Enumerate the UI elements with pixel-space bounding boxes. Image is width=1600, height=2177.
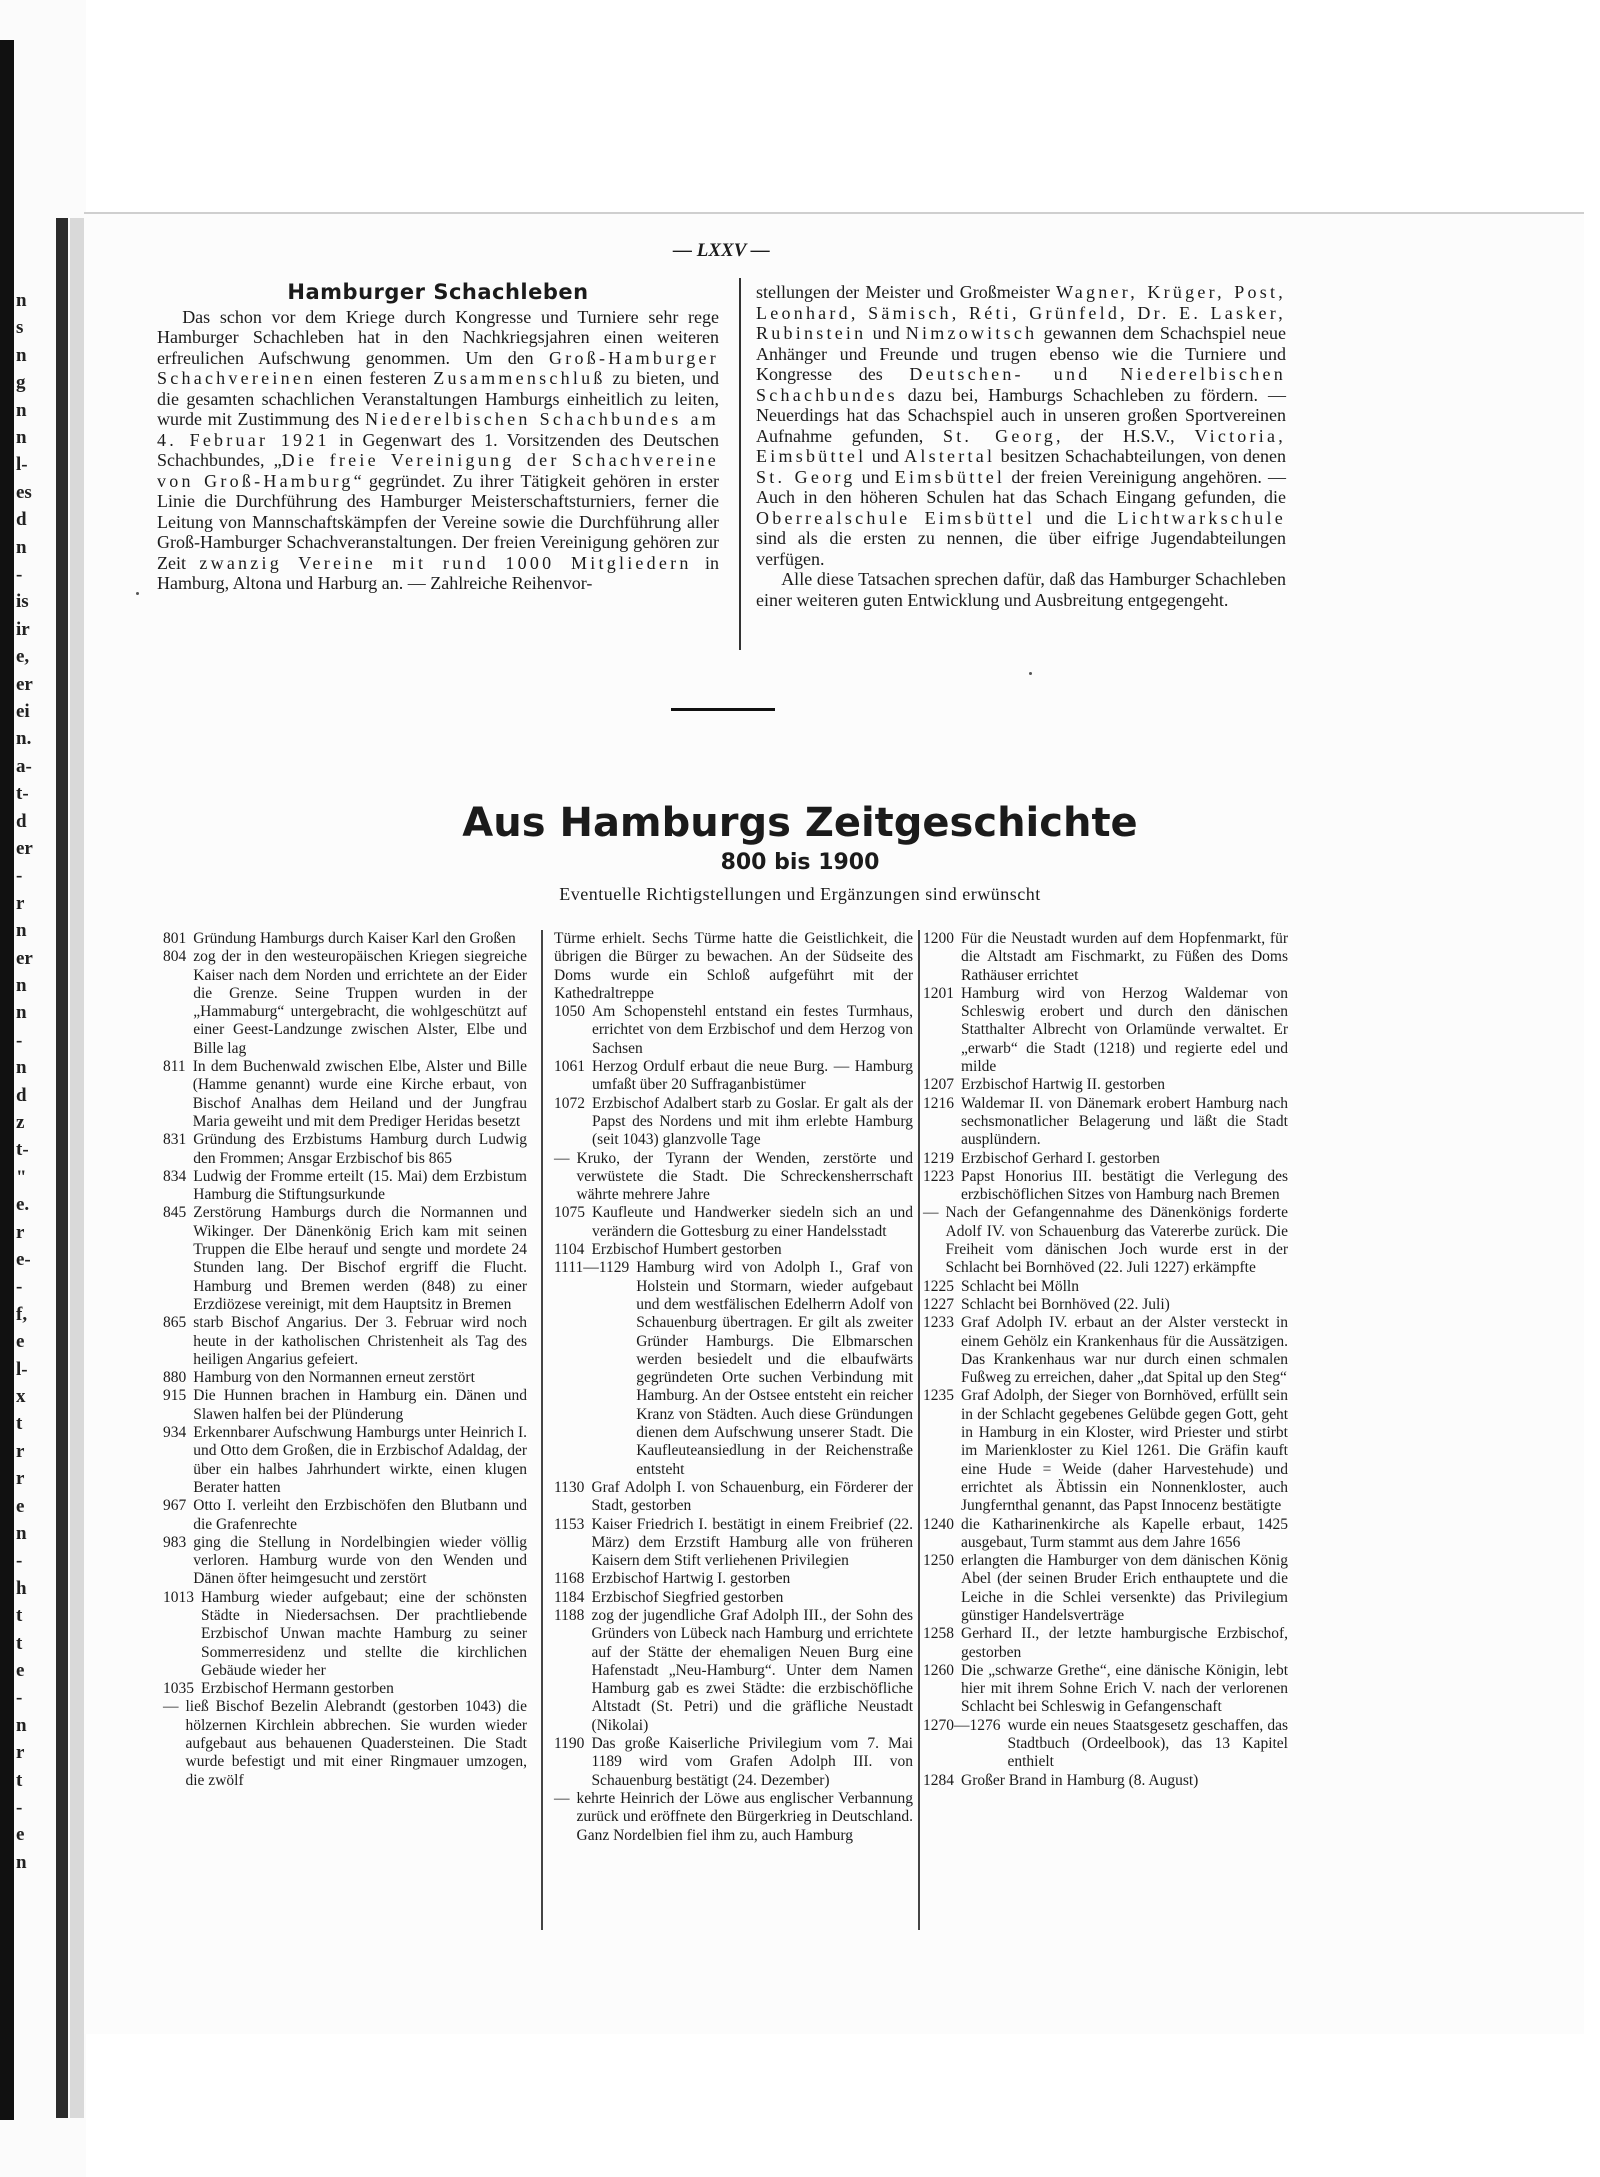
entry-text: Erzbischof Hartwig II. gestorben bbox=[961, 1076, 1166, 1094]
entry-text: ging die Stellung in Nordelbingien wieder völlig verloren. Hamburg wurde von den Wenden und Dänen öfter heimgesucht und zerstört bbox=[193, 1533, 527, 1588]
entry-text: Papst Honorius III. bestätigt die Verlegung des erzbischöflichen Sitzes von Hamburg nach Bremen bbox=[961, 1167, 1288, 1204]
entry-year: 1035 bbox=[163, 1680, 194, 1698]
entry-year: 1201 bbox=[923, 984, 954, 1002]
adjacent-page-fragment: er bbox=[16, 838, 33, 859]
adjacent-page-fragment: - bbox=[16, 564, 23, 585]
entry-text: Hamburg wird von Herzog Waldemar von Schleswig erobert und durch den dänischen Statthalter Albrecht von Orlamünde verwaltet. Er „erwarb“ die Stadt (1218) und regierte edel und milde bbox=[961, 984, 1288, 1076]
entry-text: Schlacht bei Mölln bbox=[961, 1277, 1079, 1295]
chronicle-entry bbox=[923, 1095, 1288, 1150]
entry-year: 1233 bbox=[923, 1314, 954, 1332]
entry-year: 1188 bbox=[554, 1606, 585, 1624]
spaced-emphasis-text: Oberrealschule Eimsbüttel bbox=[756, 507, 1036, 528]
entry-text: Erzbischof Siegfried gestorben bbox=[591, 1588, 784, 1606]
entry-text: Zerstörung Hamburgs durch die Normannen und Wikinger. Der Dänenkönig Erich kam mit seinen Truppen die Elbe herauf und sengte und mordete 24 Stunden lang. Der Bischof ergriff die Flucht. Hamburg und Bremen werden (848) zu einer Erzdiözese vereinigt, mit dem Hauptsitz in Bremen bbox=[193, 1204, 527, 1313]
entry-text: Hamburg von den Normannen erneut zerstört bbox=[193, 1369, 475, 1387]
entry-year: 865 bbox=[163, 1314, 187, 1332]
column-divider bbox=[918, 930, 920, 1930]
article-paragraph bbox=[756, 282, 1286, 569]
entry-year: — bbox=[554, 1789, 570, 1807]
adjacent-page-fragment: is bbox=[16, 591, 29, 613]
entry-year: 1111—1129 bbox=[554, 1259, 630, 1277]
paragraph-text: gewannen dem Schachspiel neue Anhänger und Freunde und trugen ebenso wie die Turniere und Kongresse des bbox=[756, 323, 1286, 384]
entry-text: Erzbischof Hermann gestorben bbox=[201, 1680, 394, 1698]
entry-year: — bbox=[163, 1698, 179, 1716]
adjacent-page-fragment: d bbox=[16, 810, 27, 832]
paragraph-text: und bbox=[866, 446, 905, 466]
adjacent-page-fragment: d bbox=[16, 509, 27, 531]
adjacent-page-fragment: t- bbox=[16, 783, 29, 805]
adjacent-page-fragment: n bbox=[16, 1523, 27, 1544]
entry-text: Großer Brand in Hamburg (8. August) bbox=[961, 1771, 1199, 1789]
adjacent-page-fragment: n bbox=[16, 1002, 27, 1024]
entry-text: In dem Buchenwald zwischen Elbe, Alster und Bille (Hamme genannt) wurde eine Kirche erbaut, von Bischof Analhas dem Heiland und der Jungfrau Maria geweiht und mit dem Prediger Heridas besetzt bbox=[192, 1058, 527, 1130]
entry-text: Kaufleute und Handwerker siedeln sich an und verändern die Gottesburg zu einer Handelsstadt bbox=[592, 1204, 913, 1240]
adjacent-page-fragment: e bbox=[16, 1331, 25, 1353]
chronicle-entry bbox=[923, 1168, 1288, 1205]
adjacent-page-fragment: er bbox=[16, 673, 33, 695]
entry-year: 1235 bbox=[923, 1387, 954, 1405]
entry-text: Graf Adolph, der Sieger von Bornhöved, erfüllt sein in der Schlacht gegebenes Gelübde gegen Gott, geht in Hamburg in ein Kloster, wird Priester und stirbt im Marienkloster zu Kiel 1261. Die Gräfin kauft eine Hude = Weide (daher Harvestehude) und errichtet als Äbtissin ein Nonnenkloster, auch Jungfernthal genannt, das Papst Innocenz bestätigte bbox=[961, 1387, 1288, 1515]
entry-text: Gerhard II., der letzte hamburgische Erzbischof, gestorben bbox=[961, 1625, 1288, 1661]
paragraph-text: “ gegründet. Zu ihrer Tätigkeit gehören in erster Linie die Durchführung des Hamburger Meisterschaftsturniers, ferner die Leitung von Mannschaftskämpfen der Vereine sowie die Durchführung aller Groß-Hamburger Schachveranstaltungen. Der freien Vereinigung gehören zur Zeit bbox=[157, 470, 719, 573]
spaced-emphasis-text: St. Georg bbox=[756, 466, 856, 487]
entry-text: Waldemar II. von Dänemark erobert Hamburg nach sechsmonatlicher Belagerung und läßt die Stadt ausplündern. bbox=[961, 1094, 1288, 1149]
entry-text: Kaiser Friedrich I. bestätigt in einem Freibrief (22. März) dem Erzstift Hamburg alle von früheren Kaisern dem Stift verliehenen Privilegien bbox=[591, 1515, 913, 1570]
entry-year: 967 bbox=[163, 1497, 187, 1515]
entry-text: Graf Adolph IV. erbaut an der Alster versteckt in einem Gehölz ein Krankenhaus für die Aussätzigen. Das Krankenhaus war nur durch einen schmalen Fußweg zu erreichen, daher „dat Spital up den Steg“ bbox=[961, 1314, 1288, 1387]
chronicle-entry bbox=[923, 1387, 1288, 1515]
entry-text: zog der jugendliche Graf Adolph III., der Sohn des Gründers von Lübeck nach Hamburg und errichtete auf der Stätte der ehemaligen Neuen Burg eine Hafenstadt „Neu-Hamburg“. Unter dem Namen Hamburg gab es zwei Städte: die erzbischöfliche Altstadt (St. Petri) und die gräfliche Neustadt (Nikolai) bbox=[591, 1606, 913, 1734]
entry-year: 845 bbox=[163, 1204, 187, 1222]
entry-text: Gründung des Erzbistums Hamburg durch Ludwig den Frommen; Ansgar Erzbischof bis 865 bbox=[193, 1131, 527, 1167]
entry-text: Schlacht bei Bornhöved (22. Juli) bbox=[961, 1295, 1170, 1313]
entry-year: 1130 bbox=[554, 1478, 585, 1496]
binding-edge bbox=[0, 40, 14, 2120]
chronicle-entry bbox=[923, 1772, 1288, 1790]
entry-text: Ludwig der Fromme erteilt (15. Mai) dem Erzbistum Hamburg die Stiftungsurkunde bbox=[193, 1167, 527, 1204]
spaced-emphasis-text: St. Georg bbox=[942, 425, 1057, 446]
spaced-emphasis-text: Victoria, Eimsbüttel bbox=[756, 425, 1286, 466]
chronicle-entry bbox=[923, 1717, 1288, 1772]
chronicle-entry bbox=[554, 1259, 913, 1479]
entry-text: Hamburg wieder aufgebaut; eine der schönsten Städte in Niedersachsen. Der prachtliebende Erzbischof Unwan machte Hamburg zu seiner Sommerresidenz und stellte die kirchlichen Gebäude wieder her bbox=[201, 1588, 527, 1679]
adjacent-page-fragment: n bbox=[16, 344, 27, 366]
spaced-emphasis-text: Nimzowitsch bbox=[905, 323, 1038, 343]
entry-text: zog der in den westeuropäischen Kriegen siegreiche Kaiser nach dem Norden und errichtete an der Eider die Grenze. Seine Truppen wurden in der „Hammaburg“ untergebracht, die wohlgeschützt auf einer Geest-Landzunge zwischen Alster, Elbe und Bille lag bbox=[193, 948, 527, 1057]
chronicle-entry bbox=[554, 1607, 913, 1735]
chronicle-entry bbox=[163, 1131, 527, 1168]
paragraph-text: und bbox=[866, 323, 906, 343]
chronicle-entry bbox=[163, 1424, 527, 1497]
chronicle-entry bbox=[163, 1314, 527, 1369]
entry-year: 1072 bbox=[554, 1094, 585, 1112]
adjacent-page-fragment: e bbox=[16, 1495, 25, 1517]
spaced-emphasis-text: Lichtwarkschule bbox=[1117, 507, 1286, 528]
scan-speck bbox=[136, 592, 139, 595]
entry-text: Hamburg wird von Adolph I., Graf von Holstein und Stormarn, wieder aufgebaut und dem westfälischen Edelherrn Adolf von Schauenburg übertragen. Er gilt als zweiter Gründer Hamburgs. Die Elbmarschen werden besiedelt und die elbaufwärts gegründeten Orte suchen Verbindung mit Hamburg. An der Ostsee entsteht ein reicher Kranz von Städten. Auch diese Gründungen dienen dem Aufschwung unserer Stadt. Die Kaufleuteansiedlung in der Reichenstraße entsteht bbox=[636, 1259, 913, 1478]
chronicle-entry bbox=[163, 948, 527, 1058]
entry-text: Erzbischof Humbert gestorben bbox=[591, 1241, 782, 1259]
adjacent-page-fragment: - bbox=[16, 1029, 23, 1051]
chronicle-title: Aus Hamburgs Zeitgeschichte bbox=[462, 800, 1138, 846]
chronicle-column-1 bbox=[163, 930, 527, 1790]
chronicle-entry bbox=[163, 930, 527, 948]
chronicle-entry bbox=[923, 1278, 1288, 1296]
adjacent-page-fragment: ei bbox=[16, 701, 30, 722]
entry-text: die Katharinenkirche als Kapelle erbaut, 1425 ausgebaut, Turm stammt aus dem Jahre 1656 bbox=[961, 1515, 1288, 1551]
spaced-emphasis-text: Deutschen- und Niederelbischen Schachbundes bbox=[756, 364, 1286, 405]
adjacent-page-fragment: es bbox=[16, 481, 32, 503]
chronicle-entry bbox=[554, 1790, 913, 1845]
chronicle-column-3 bbox=[923, 930, 1288, 1790]
paragraph-text: einen festeren bbox=[316, 368, 434, 388]
chronicle-entry bbox=[923, 1625, 1288, 1662]
entry-year: 1216 bbox=[923, 1094, 954, 1112]
entry-year: 1184 bbox=[554, 1588, 585, 1606]
entry-text: Türme erhielt. Sechs Türme hatte die Geistlichkeit, die übrigen die Bürger zu bewachen. An der Südseite des Doms wurde ein Schloß aufgeführt mit der Kathedraltreppe bbox=[554, 930, 913, 1002]
entry-year: 1190 bbox=[554, 1735, 585, 1753]
spaced-emphasis-text: Wagner, Krüger, Post, Leonhard, Sämisch, Réti, Grünfeld, Dr. E. Lasker, Rubinstein bbox=[756, 282, 1286, 343]
article-right-column bbox=[756, 282, 1286, 610]
chronicle-entry bbox=[923, 1662, 1288, 1717]
adjacent-page-fragment: n bbox=[16, 1714, 27, 1736]
chronicle-entry bbox=[923, 1150, 1288, 1168]
adjacent-page-fragment: er bbox=[16, 947, 33, 969]
paragraph-text: und die bbox=[1035, 507, 1118, 528]
entry-text: Nach der Gefangennahme des Dänenkönigs forderte Adolf IV. von Schauenburg das Vatererbe zurück. Die Freiheit vom dänischen Joch wurde erst in der Schlacht bei Bornhöved (22. Juli 1227) erkämpfte bbox=[945, 1204, 1288, 1277]
adjacent-page-fragment: - bbox=[16, 1687, 23, 1709]
chronicle-column-2 bbox=[554, 930, 913, 1845]
entry-year: 880 bbox=[163, 1369, 187, 1387]
adjacent-page-fragment: n bbox=[16, 536, 27, 558]
chronicle-entry bbox=[923, 930, 1288, 985]
entry-text: kehrte Heinrich der Löwe aus englischer Verbannung zurück und eröffnete den Bürgerkrieg in Deutschland. Ganz Nordelbien fiel ihm zu, auch Hamburg bbox=[576, 1789, 913, 1844]
adjacent-page-fragment: n. bbox=[16, 728, 32, 750]
adjacent-page-fragment: - bbox=[16, 1797, 23, 1818]
paragraph-text: sind als die ersten zu nennen, die über eifrige Jugendabteilungen verfügen. bbox=[756, 528, 1286, 569]
chronicle-entry bbox=[923, 1552, 1288, 1625]
entry-text: wurde ein neues Staatsgesetz geschaffen, das Stadtbuch (Ordeelbook), das 13 Kapitel enthielt bbox=[1007, 1716, 1288, 1771]
chronicle-entry bbox=[163, 1168, 527, 1205]
adjacent-page-fragment: - bbox=[16, 865, 23, 887]
entry-year: 1075 bbox=[554, 1204, 585, 1222]
entry-year: 1013 bbox=[163, 1588, 194, 1606]
paragraph-text: in Gegenwart des 1. Vorsitzenden des Deutschen Schachbundes, „ bbox=[157, 429, 720, 470]
entry-text: Gründung Hamburgs durch Kaiser Karl den Großen bbox=[193, 930, 516, 947]
chronicle-entry bbox=[163, 1058, 527, 1131]
entry-year: 1168 bbox=[554, 1570, 585, 1588]
entry-year: — bbox=[923, 1204, 939, 1222]
adjacent-page-fragment: n bbox=[16, 920, 27, 942]
entry-text: Die Hunnen brachen in Hamburg ein. Dänen und Slawen halfen bei der Plünderung bbox=[193, 1387, 527, 1423]
chronicle-entry bbox=[923, 1076, 1288, 1094]
entry-text: Erzbischof Hartwig I. gestorben bbox=[591, 1570, 791, 1588]
adjacent-page-fragment: s bbox=[16, 317, 24, 339]
adjacent-page-fragment: t- bbox=[16, 1139, 29, 1161]
entry-text: Herzog Ordulf erbaut die neue Burg. — Hamburg umfaßt über 20 Suffraganbistümer bbox=[592, 1058, 913, 1094]
chronicle-entry bbox=[554, 1589, 913, 1607]
adjacent-page-fragment: r bbox=[16, 1440, 25, 1462]
adjacent-page-fragment: " bbox=[16, 1166, 27, 1188]
adjacent-page-fragment: n bbox=[16, 290, 27, 311]
entry-year: 1250 bbox=[923, 1552, 954, 1570]
section-rule bbox=[671, 708, 775, 711]
entry-text: Die „schwarze Grethe“, eine dänische Königin, lebt hier mit ihrem Sohne Erich V. nach der verlorenen Schlacht bei Schleswig in Gefangenschaft bbox=[961, 1661, 1288, 1716]
chronicle-entry bbox=[163, 1387, 527, 1424]
entry-text: starb Bischof Angarius. Der 3. Februar wird noch heute in der katholischen Christenheit als Tag des heiligen Angarius gefeiert. bbox=[193, 1314, 527, 1368]
chronicle-entry bbox=[163, 1698, 527, 1789]
adjacent-page-fragment: n bbox=[16, 399, 27, 421]
entry-text: Erzbischof Adalbert starb zu Goslar. Er galt als der Papst des Nordens und mit ihm erlebte Hamburg (seit 1043) glanzvolle Tage bbox=[592, 1094, 913, 1149]
entry-text: Am Schopenstehl entstand ein festes Turmhaus, errichtet von dem Erzbischof und dem Herzog von Sachsen bbox=[592, 1003, 913, 1057]
column-divider bbox=[739, 278, 741, 650]
entry-year: 811 bbox=[163, 1058, 186, 1076]
entry-year: 1153 bbox=[554, 1515, 585, 1533]
entry-year: 1240 bbox=[923, 1515, 954, 1533]
article-heading: Hamburger Schachleben bbox=[287, 280, 589, 304]
page-gutter-edge bbox=[70, 218, 84, 2118]
entry-year: — bbox=[554, 1149, 570, 1167]
adjacent-page-fragment: r bbox=[16, 892, 25, 914]
adjacent-page-fragment: t bbox=[16, 1413, 23, 1435]
adjacent-page-fragment: e- bbox=[16, 1249, 31, 1270]
paragraph-text: stellungen der Meister und Großmeister bbox=[756, 282, 1056, 302]
entry-year: 934 bbox=[163, 1424, 187, 1442]
adjacent-page-fragment: ir bbox=[16, 618, 30, 640]
adjacent-page-fragment: n bbox=[16, 1057, 27, 1079]
adjacent-page-fragment: e, bbox=[16, 646, 30, 668]
spaced-emphasis-text: Die freie Vereinigung der Schachvereine von Groß-Hamburg bbox=[157, 450, 719, 491]
entry-year: 1050 bbox=[554, 1003, 585, 1021]
chronicle-entry bbox=[554, 1241, 913, 1259]
adjacent-page-fragment: e bbox=[16, 1660, 25, 1681]
chronicle-entry bbox=[554, 1479, 913, 1516]
entry-year: 1223 bbox=[923, 1167, 954, 1185]
chronicle-entry bbox=[554, 1150, 913, 1205]
chronicle-entry bbox=[554, 1204, 913, 1241]
article-paragraph bbox=[157, 307, 719, 594]
chronicle-entry bbox=[163, 1369, 527, 1387]
spaced-emphasis-text: Eimsbüttel bbox=[894, 466, 1006, 487]
chronicle-entry bbox=[554, 1095, 913, 1150]
chronicle-entry bbox=[163, 1589, 527, 1680]
adjacent-page-fragment: t bbox=[16, 1605, 23, 1627]
adjacent-page-fragment: g bbox=[16, 372, 26, 394]
entry-text: Erzbischof Gerhard I. gestorben bbox=[961, 1149, 1160, 1167]
entry-year: 831 bbox=[163, 1131, 187, 1149]
adjacent-page-fragment: l- bbox=[16, 1358, 28, 1380]
adjacent-page-fragment: - bbox=[16, 1276, 23, 1298]
chronicle-entry bbox=[923, 1296, 1288, 1314]
adjacent-page-fragment: e. bbox=[16, 1194, 30, 1216]
entry-text: Das große Kaiserliche Privilegium vom 7. Mai 1189 wird vom Grafen Adolph III. von Schauenburg bestätigt (24. Dezember) bbox=[591, 1735, 913, 1789]
chronicle-entry bbox=[163, 1534, 527, 1589]
chronicle-entry bbox=[554, 1570, 913, 1588]
article-closing-paragraph: Alle diese Tatsachen sprechen dafür, daß das Hamburger Schachleben einer weiteren guten Entwicklung und Ausbreitung entgegengeht. bbox=[756, 569, 1286, 610]
chronicle-entry bbox=[923, 1516, 1288, 1553]
entry-year: 834 bbox=[163, 1167, 187, 1185]
spaced-emphasis-text: Niederelbischen Schachbundes am 4. Februar 1921 bbox=[157, 409, 719, 450]
adjacent-page-fragment: a- bbox=[16, 755, 32, 777]
entry-text: erlangten die Hamburger von dem dänischen König Abel (der seinen Bruder Erich enthauptete und die Leiche in die Schlei versenkte) das Privilegium günstiger Handelsverträge bbox=[961, 1552, 1288, 1624]
chronicle-entry bbox=[923, 1204, 1288, 1277]
adjacent-page-fragment: d bbox=[16, 1084, 27, 1106]
entry-text: ließ Bischof Bezelin Alebrandt (gestorben 1043) die hölzernen Kirchlein abbrechen. Sie wurden wieder aufgebaut aus behauenen Quadersteinen. Die Stadt wurde befestigt und mit einer Ringmauer umzogen, die zwölf bbox=[185, 1698, 527, 1789]
entry-text: Erkennbarer Aufschwung Hamburgs unter Heinrich I. und Otto dem Großen, die in Erzbischof Adaldag, der über ein halbes Jahrhundert wirkte, einen klugen Berater hatten bbox=[193, 1424, 527, 1496]
entry-year: 983 bbox=[163, 1533, 187, 1551]
adjacent-page-fragment: z bbox=[16, 1112, 25, 1133]
chronicle-entry bbox=[554, 1735, 913, 1790]
chronicle-entry bbox=[923, 1314, 1288, 1387]
adjacent-page-fragment: t bbox=[16, 1769, 23, 1791]
adjacent-page-fragment: e bbox=[16, 1824, 25, 1846]
spaced-emphasis-text: zwanzig Vereine mit rund 1000 Mitgliedern bbox=[199, 552, 692, 573]
adjacent-page-fragment: r bbox=[16, 1468, 25, 1490]
adjacent-page-fragment: r bbox=[16, 1221, 25, 1243]
adjacent-page-fragment: - bbox=[16, 1550, 23, 1572]
entry-year: 1270—1276 bbox=[923, 1716, 1001, 1734]
entry-year: 1207 bbox=[923, 1076, 954, 1094]
entry-year: 801 bbox=[163, 930, 187, 947]
adjacent-page-fragment: n bbox=[16, 1851, 27, 1873]
paragraph-text: besitzen Schachabteilungen, von denen bbox=[995, 446, 1287, 466]
paragraph-text: , der H.S.V., bbox=[1056, 425, 1195, 446]
entry-text: Otto I. verleiht den Erzbischöfen den Blutbann und die Grafenrechte bbox=[193, 1497, 527, 1533]
entry-year: 1200 bbox=[923, 930, 954, 947]
chronicle-entry bbox=[554, 1003, 913, 1058]
entry-year: 1260 bbox=[923, 1661, 954, 1679]
adjacent-page-fragment: t bbox=[16, 1632, 23, 1654]
chronicle-entry bbox=[163, 1497, 527, 1534]
chronicle-entry bbox=[554, 1058, 913, 1095]
paragraph-text: dazu bei, Hamburgs Schachleben zu fördern. — Neuerdings hat das Schachspiel auch in unseren großen Sportvereinen Aufnahme gefunden, bbox=[756, 384, 1286, 446]
spaced-emphasis-text: Alstertal bbox=[904, 446, 996, 466]
entry-year: 915 bbox=[163, 1387, 187, 1405]
spaced-emphasis-text: Zusammenschluß bbox=[433, 368, 606, 388]
paragraph-text: der freien Vereinigung angehören. — Auch in den höheren Schulen hat das Schach Eingang gefunden, die bbox=[756, 466, 1286, 507]
spaced-emphasis-text: Groß-Hamburger Schachvereinen bbox=[157, 347, 719, 388]
paragraph-text: in Hamburg, Altona und Harburg an. — Zahlreiche Reihenvor- bbox=[157, 552, 719, 593]
column-divider bbox=[541, 930, 543, 1930]
adjacent-page-fragment: l- bbox=[16, 454, 28, 476]
paragraph-text: zu bieten, und die gesamten schachlichen Veranstaltungen Hamburgs einheitlich zu leiten, wurde mit Zustimmung des bbox=[157, 368, 719, 429]
article-left-column bbox=[157, 282, 719, 594]
entry-text: Für die Neustadt wurden auf dem Hopfenmarkt, für die Altstadt am Fischmarkt, zu Füßen des Doms Rathäuser errichtet bbox=[961, 930, 1288, 984]
scan-speck bbox=[1029, 672, 1032, 675]
entry-year: 1284 bbox=[923, 1771, 954, 1789]
chronicle-entry bbox=[554, 930, 913, 1003]
entry-year: 1104 bbox=[554, 1241, 585, 1259]
adjacent-page-fragment: r bbox=[16, 1742, 25, 1764]
chronicle-entry bbox=[923, 985, 1288, 1076]
chronicle-entry bbox=[554, 1516, 913, 1571]
adjacent-page-fragment: f, bbox=[16, 1303, 28, 1325]
chronicle-entry bbox=[163, 1204, 527, 1314]
entry-year: 1227 bbox=[923, 1295, 954, 1313]
chronicle-entry bbox=[163, 1680, 527, 1698]
page-gutter-shadow bbox=[56, 218, 68, 2118]
adjacent-page-fragment: x bbox=[16, 1386, 26, 1407]
adjacent-page-fragment: h bbox=[16, 1577, 27, 1599]
paragraph-text: Das schon vor dem Kriege durch Kongresse und Turniere sehr rege Hamburger Schachleben hat in den Nachkriegsjahren einen weiteren erfreulichen Aufschwung genommen. Um den bbox=[157, 306, 719, 368]
entry-year: 804 bbox=[163, 948, 187, 966]
entry-year: 1225 bbox=[923, 1277, 954, 1295]
entry-text: Kruko, der Tyrann der Wenden, zerstörte und verwüstete die Stadt. Die Schreckensherrschaft währte mehrere Jahre bbox=[576, 1149, 913, 1204]
entry-year: 1219 bbox=[923, 1149, 954, 1167]
adjacent-page-fragment: n bbox=[16, 427, 27, 448]
paragraph-text: und bbox=[855, 466, 895, 487]
entry-year: 1258 bbox=[923, 1625, 954, 1643]
chronicle-subtitle: 800 bis 1900 bbox=[720, 850, 880, 875]
adjacent-page-fragment: n bbox=[16, 975, 27, 996]
entry-text: Graf Adolph I. von Schauenburg, ein Förderer der Stadt, gestorben bbox=[591, 1478, 913, 1515]
chronicle-note: Eventuelle Richtigstellungen und Ergänzungen sind erwünscht bbox=[559, 884, 1041, 904]
entry-year: 1061 bbox=[554, 1058, 585, 1076]
page-number: — LXXV — bbox=[673, 240, 770, 261]
